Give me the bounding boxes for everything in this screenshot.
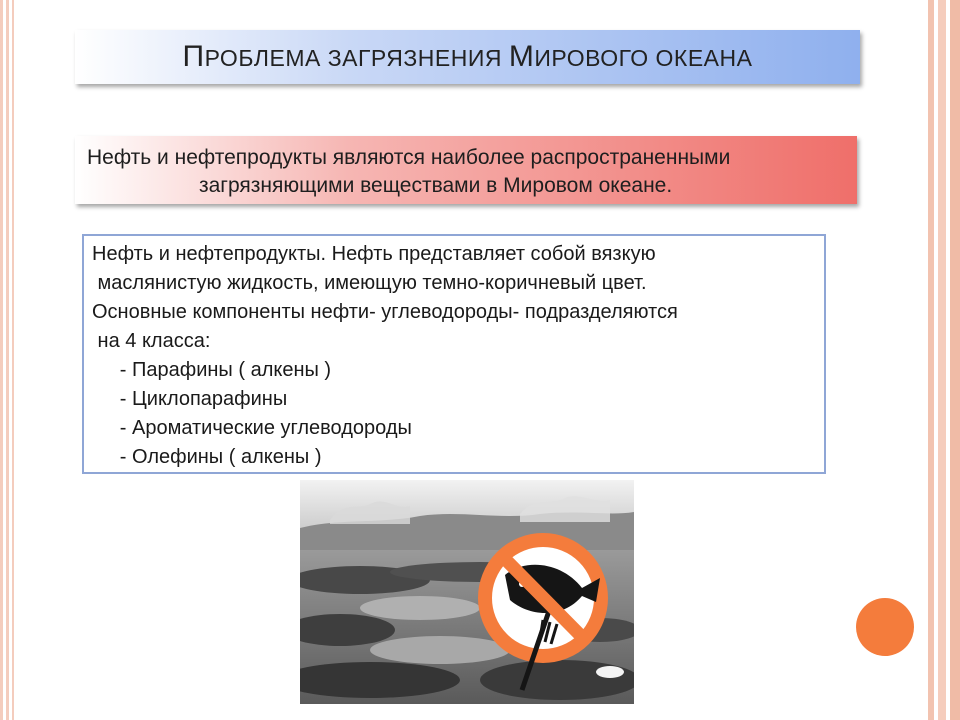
title-text-part2: ИРОВОГО ОКЕАНА <box>534 45 753 71</box>
photo-illustration <box>300 480 634 704</box>
highlight-line-2: загрязняющими веществами в Мировом океане. <box>199 174 673 197</box>
info-line: на 4 класса: <box>92 330 211 352</box>
left-decorative-stripe <box>0 0 14 720</box>
decorative-orange-circle <box>856 598 914 656</box>
info-text-box <box>82 234 826 474</box>
info-list-item: - Циклопарафины <box>92 388 288 410</box>
highlight-box <box>75 136 857 204</box>
info-list-item: - Олефины ( алкены ) <box>92 446 322 468</box>
info-list-item: - Ароматические углеводороды <box>92 417 412 439</box>
title-middle-cap: М <box>508 40 535 73</box>
oil-pollution-photo <box>300 480 634 704</box>
right-decorative-stripe <box>924 0 960 720</box>
title-text-part1: РОБЛЕМА ЗАГРЯЗНЕНИЯ <box>204 45 509 71</box>
slide-title <box>183 40 753 74</box>
info-list-item: - Парафины ( алкены ) <box>92 359 332 381</box>
info-line: маслянистую жидкость, имеющую темно-коричневый цвет. <box>92 272 647 294</box>
info-line: Основные компоненты нефти- углеводороды- подразделяются <box>92 301 678 323</box>
title-initial-cap: П <box>182 40 205 73</box>
highlight-line-1: Нефть и нефтепродукты являются наиболее распространенными <box>87 146 731 169</box>
slide-title-bar <box>75 30 860 84</box>
info-line: Нефть и нефтепродукты. Нефть представляет собой вязкую <box>92 243 656 265</box>
